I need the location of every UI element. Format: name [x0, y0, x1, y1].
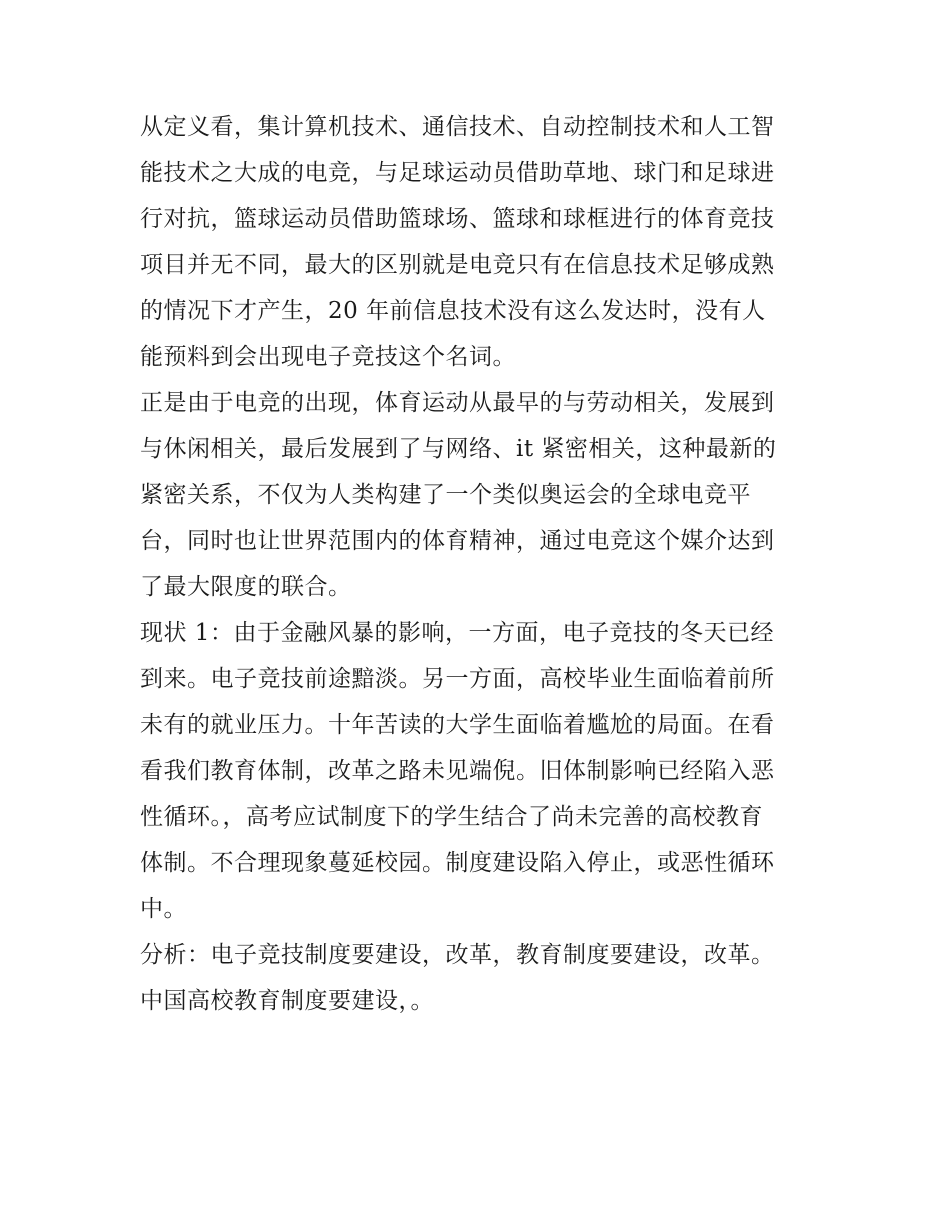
paragraph-status [140, 610, 820, 932]
text-line: 从定义看，集计算机技术、通信技术、自动控制技术和人工智 [140, 114, 775, 140]
text-line: 体制。不合理现象蔓延校园。制度建设陷入停止，或恶性循环 [140, 850, 775, 876]
text-line: 台，同时也让世界范围内的体育精神，通过电竞这个媒介达到 [140, 528, 775, 554]
text-line: 看我们教育体制，改革之路未见端倪。旧体制影响已经陷入恶 [140, 758, 775, 784]
text-line: 能预料到会出现电子竞技这个名词。 [140, 344, 516, 370]
text-line: 分析：电子竞技制度要建设，改革，教育制度要建设，改革。 [140, 942, 775, 968]
document-body [140, 104, 820, 1024]
text-line: 正是由于电竞的出现，体育运动从最早的与劳动相关，发展到 [140, 390, 775, 416]
text-line: 性循环。，高考应试制度下的学生结合了尚未完善的高校教育 [140, 804, 763, 830]
text-line: 到来。电子竞技前途黯淡。另一方面，高校毕业生面临着前所 [140, 666, 775, 692]
text-line: 项目并无不同，最大的区别就是电竞只有在信息技术足够成熟 [140, 252, 775, 278]
paragraph-emergence [140, 380, 820, 610]
text-line: 能技术之大成的电竞，与足球运动员借助草地、球门和足球进 [140, 160, 775, 186]
text-line: 现状 1：由于金融风暴的影响，一方面，电子竞技的冬天已经 [140, 620, 774, 646]
paragraph-analysis [140, 932, 820, 1024]
text-line: 的情况下才产生，20 年前信息技术没有这么发达时，没有人 [140, 298, 766, 324]
text-line: 与休闲相关，最后发展到了与网络、it 紧密相关，这种最新的 [140, 436, 777, 462]
text-line: 中。 [140, 896, 187, 922]
text-line: 了最大限度的联合。 [140, 574, 352, 600]
text-line: 行对抗，篮球运动员借助篮球场、篮球和球框进行的体育竞技 [140, 206, 775, 232]
text-line: 中国高校教育制度要建设，。 [140, 988, 434, 1014]
paragraph-definition [140, 104, 820, 380]
text-line: 紧密关系，不仅为人类构建了一个类似奥运会的全球电竞平 [140, 482, 751, 508]
text-line: 未有的就业压力。十年苦读的大学生面临着尴尬的局面。在看 [140, 712, 775, 738]
